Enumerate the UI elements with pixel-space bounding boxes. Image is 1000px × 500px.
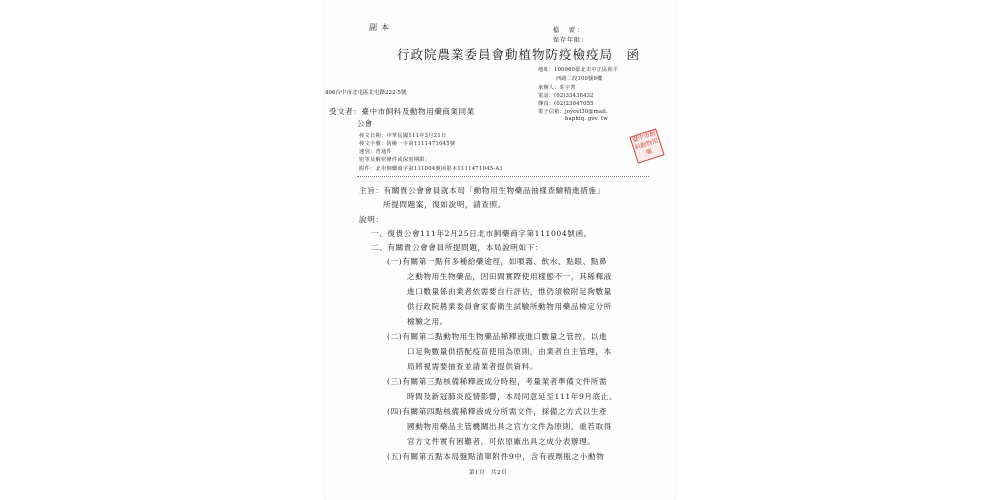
sub-item-2-line: 口足夠數量供搭配疫苗使用為原則，由業者自主管理，本 [407, 347, 612, 356]
attachment: 附件：北市飼藥商字第111004號函影本1111471045-A1 [359, 166, 504, 172]
copy-mark: 副本 [369, 23, 393, 32]
sub-item-4-line: 國動物用藥品主管機關出具之官方文件為原則，重若取得 [407, 422, 612, 431]
recipient-address: 406台中市北屯區北屯路222-5號 [325, 90, 407, 96]
confidentiality: 密等及解密條件或保密期限： [359, 157, 431, 163]
sub-item-1-line: (一)有關第一點有多種給藥途徑，如噴霧、飲水、點眼、點鼻 [387, 257, 608, 266]
sub-item-4-line: 官方文件實有困難者，可依原廠出具之成分表辦理。 [407, 437, 596, 446]
sub-item-5-line: (五)有關第五點本局盤點清單附件9中，含有液劑瓶之小動物 [387, 452, 605, 461]
subject-line: 所提問題案，復如說明，請查照。 [383, 200, 506, 209]
received-seal-stamp [629, 128, 664, 163]
sub-item-1-line: 檢驗之用。 [407, 317, 448, 326]
retention-period-label: 保存年限： [553, 37, 589, 44]
sender-phone: 電話：(02)33436432 [538, 93, 594, 99]
sub-item-1-line: 進口數量係由業者依需要自行評估，惟仍須檢附足夠數量 [407, 287, 612, 296]
sub-item-1-line: 供行政院農業委員會家畜衛生試驗所動物用藥品檢定分所 [407, 302, 612, 311]
delivery-speed: 速別：普通件 [359, 149, 392, 155]
explanation-item-2: 二、有關貴公會會員所提問題，本局說明如下： [371, 243, 544, 252]
document-page [325, 0, 675, 500]
seal-text: 臺中市飼料動物用藥 [631, 129, 660, 157]
sender-address-line: 地址：100060臺北市中正區和平 [538, 67, 619, 73]
sub-item-3-line: 時間及新冠肺炎疫情影響，本局同意延至111年9月底止。 [407, 392, 618, 401]
explanation-item-1: 一、復貴公會111年2月25日北市飼藥商字第111004號函。 [371, 229, 592, 238]
issue-date: 發文日期：中華民國111年3月21日 [359, 133, 447, 139]
sub-item-2-line: 局將視需要抽查並請業者提供資料。 [407, 362, 539, 371]
sender-address-line: 西路二段100號9樓 [556, 76, 603, 82]
file-number-label: 檔 號： [553, 27, 586, 34]
sender-email-cont: baphiq. gov. tw [565, 116, 608, 122]
recipient-name: 受文者：臺中市飼料及動物用藥商業同業 [329, 107, 475, 116]
page-number: 第1頁 共2頁 [469, 470, 507, 476]
sub-item-1-line: 之動物用生物藥品，因田間實際使用樣態不一，其稀釋液 [407, 272, 612, 281]
document-title: 行政院農業委員會動植物防疫檢疫局 函 [397, 47, 641, 62]
subject-line: 主旨：有關貴公會會員就本局「動物用生物藥品抽樣查驗精進措施」 [359, 186, 605, 195]
sender-fax: 傳真：(02)23047055 [538, 101, 594, 107]
explanation-label: 說明： [359, 215, 384, 224]
sub-item-2-line: (二)有關第二點動物用生物藥品稀釋液進口數量之管控，以進 [387, 332, 608, 341]
header-divider [357, 176, 649, 177]
sub-item-3-line: (三)有關第三點核備稀釋液成分時程，考量業者準備文件所需 [387, 377, 608, 386]
document-number: 發文字號：防檢一字第1111471045號 [359, 141, 456, 147]
sub-item-4-line: (四)有關第四點核備稀釋液成分所需文件，採備之方式以生產 [387, 407, 608, 416]
sender-contact-person: 承辦人：莊宇菁 [538, 85, 576, 91]
sender-email: 電子信箱：joycel30@mail. [538, 109, 608, 115]
recipient-name-cont: 公會 [357, 119, 373, 128]
